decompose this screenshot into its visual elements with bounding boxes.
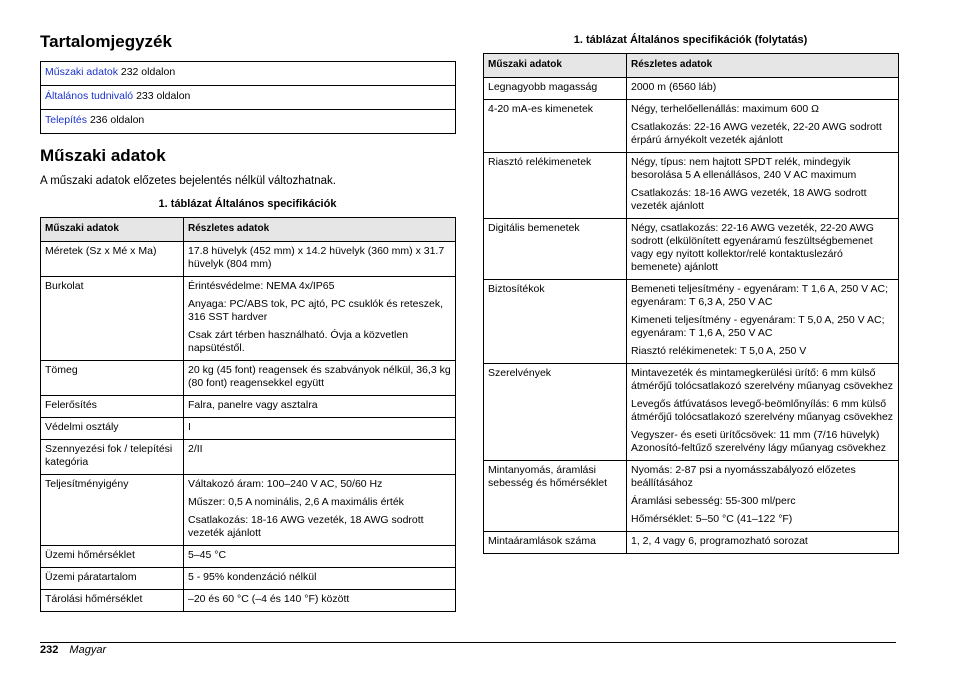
table-row: [41, 568, 456, 590]
spec-name-cell: Szennyezési fok / telepítési kategória: [41, 440, 184, 475]
table-row: [484, 461, 899, 532]
spec-detail-line: Műszer: 0,5 A nominális, 2,6 A maximális érték: [188, 496, 404, 508]
spec-detail-line: Bemeneti teljesítmény - egyenáram: T 1,6 A, 250 V AC; egyenáram: T 6,3 A, 250 V AC: [631, 283, 888, 308]
spec-details-cell: [627, 153, 899, 219]
table1-header-details: Részletes adatok: [184, 218, 456, 242]
table-row: [41, 440, 456, 475]
toc-page-ref: 233 oldalon: [136, 90, 191, 102]
table-row: [484, 280, 899, 364]
spec-detail-line: Riasztó relékimenetek: T 5,0 A, 250 V: [631, 345, 807, 357]
spec-detail-line: Levegős átfúvatásos levegő-beömlőnyílás: 6 mm külső átmérőjű tolócsatlakozó szerelvény műanyag csövekhez: [631, 398, 894, 423]
spec-detail-line: 2000 m (6560 láb): [631, 81, 717, 93]
spec-detail-line: 5 - 95% kondenzáció nélkül: [188, 571, 317, 583]
spec-name-cell: Mintaáramlások száma: [484, 532, 627, 554]
spec-details-cell: [184, 590, 456, 612]
toc-page-ref: 236 oldalon: [89, 114, 145, 126]
spec-details-cell: [184, 546, 456, 568]
spec-name-cell: Üzemi páratartalom: [41, 568, 184, 590]
spec-details-cell: [184, 418, 456, 440]
spec-detail-line: Csatlakozás: 22-16 AWG vezeték, 22-20 AWG sodrott érpárú árnyékolt vezeték ajánlott: [631, 121, 882, 146]
toc-page-ref: 232 oldalon: [120, 66, 176, 78]
spec-detail-line: 1, 2, 4 vagy 6, programozható sorozat: [631, 535, 808, 547]
spec-detail-line: Mintavezeték és mintamegkerülési ürítő: 6 mm külső átmérőjű tolócsatlakozó szerelvény műanyag csövekhez: [631, 367, 894, 392]
table-row: [484, 100, 899, 153]
table-row: [41, 242, 456, 277]
spec-details-cell: [627, 219, 899, 280]
table-row: [484, 153, 899, 219]
table-row: [41, 475, 456, 546]
spec-details-cell: [184, 568, 456, 590]
spec-detail-line: 17.8 hüvelyk (452 mm) x 14.2 hüvelyk (360 mm) x 31.7 hüvelyk (804 mm): [188, 245, 445, 270]
spec-details-cell: [184, 277, 456, 361]
spec-detail-line: 5–45 °C: [188, 549, 227, 561]
spec-name-cell: Burkolat: [41, 277, 184, 361]
spec-name-cell: Védelmi osztály: [41, 418, 184, 440]
spec-detail-line: Csak zárt térben használható. Óvja a közvetlen napsütéstől.: [188, 329, 409, 354]
section-title: Műszaki adatok: [40, 146, 166, 165]
spec-detail-line: Csatlakozás: 18-16 AWG vezeték, 18 AWG sodrott vezeték ajánlott: [631, 187, 867, 212]
spec-name-cell: Üzemi hőmérséklet: [41, 546, 184, 568]
spec-name-cell: Tömeg: [41, 361, 184, 396]
toc-link[interactable]: Általános tudnivaló: [45, 90, 134, 102]
spec-detail-line: 20 kg (45 font) reagensek és szabványok nélkül, 36,3 kg (80 font) reagensekkel együtt: [188, 364, 451, 389]
table2-caption: 1. táblázat Általános specifikációk (folytatás): [573, 34, 808, 46]
spec-name-cell: Biztosítékok: [484, 280, 627, 364]
spec-details-cell: [184, 361, 456, 396]
toc-row: [41, 86, 456, 110]
spec-details-cell: [184, 242, 456, 277]
table1-caption: 1. táblázat Általános specifikációk: [158, 198, 337, 210]
footer-divider: [40, 642, 896, 643]
spec-detail-line: Négy, terhelőellenállás: maximum 600 Ω: [631, 103, 819, 115]
spec-detail-line: 2/II: [188, 443, 203, 455]
table-row: [484, 219, 899, 280]
spec-detail-line: Négy, típus: nem hajtott SPDT relék, mindegyik besorolása 5 A ellenállásos, 240 V AC maximum: [631, 156, 857, 181]
spec-detail-line: –20 és 60 °C (–4 és 140 °F) között: [188, 593, 350, 605]
table-row: [484, 532, 899, 554]
spec-detail-line: Hőmérséklet: 5–50 °C (41–122 °F): [631, 513, 793, 525]
toc-row: [41, 110, 456, 134]
spec-details-cell: [627, 461, 899, 532]
spec-name-cell: Digitális bemenetek: [484, 219, 627, 280]
spec-details-cell: [184, 475, 456, 546]
table-row: [41, 590, 456, 612]
spec-details-cell: [627, 280, 899, 364]
spec-detail-line: Négy, csatlakozás: 22-16 AWG vezeték, 22-20 AWG sodrott (elkülönített egyenáramú feszültségbemenet vagy egy nyitott kollektor/relé kontaktuslezáró bemenete) ajánlott: [631, 222, 874, 273]
table2: [483, 53, 899, 554]
section-intro: A műszaki adatok előzetes bejelentés nélkül változhatnak.: [40, 175, 336, 187]
toc-entry: [41, 110, 456, 134]
table-row: [484, 78, 899, 100]
spec-details-cell: [627, 78, 899, 100]
spec-detail-line: Áramlási sebesség: 55-300 ml/perc: [631, 495, 796, 507]
toc-link[interactable]: Telepítés: [45, 114, 88, 126]
spec-name-cell: Tárolási hőmérséklet: [41, 590, 184, 612]
spec-detail-line: Váltakozó áram: 100–240 V AC, 50/60 Hz: [188, 478, 383, 490]
table-row: [41, 418, 456, 440]
spec-detail-line: Anyaga: PC/ABS tok, PC ajtó, PC csuklók és reteszek, 316 SST hardver: [188, 298, 444, 323]
page-number: 232: [40, 644, 59, 656]
spec-details-cell: [627, 364, 899, 461]
spec-detail-line: Csatlakozás: 18-16 AWG vezeték, 18 AWG sodrott vezeték ajánlott: [188, 514, 424, 539]
toc-link[interactable]: Műszaki adatok: [45, 66, 118, 78]
spec-detail-line: I: [188, 421, 191, 433]
spec-name-cell: 4-20 mA-es kimenetek: [484, 100, 627, 153]
spec-name-cell: Mintanyomás, áramlási sebesség és hőmérséklet: [484, 461, 627, 532]
spec-name-cell: Szerelvények: [484, 364, 627, 461]
table-row: [41, 546, 456, 568]
toc-table: [40, 61, 456, 134]
spec-detail-line: Nyomás: 2-87 psi a nyomásszabályozó előzetes beállításához: [631, 464, 856, 489]
table2-header-row: [484, 54, 899, 78]
spec-name-cell: Méretek (Sz x Mé x Ma): [41, 242, 184, 277]
table-row: [484, 364, 899, 461]
table1: [40, 217, 456, 612]
table1-header-spec: Műszaki adatok: [41, 218, 184, 242]
table-row: [41, 396, 456, 418]
table2-header-spec: Műszaki adatok: [484, 54, 627, 78]
spec-details-cell: [184, 440, 456, 475]
spec-detail-line: Érintésvédelme: NEMA 4x/IP65: [188, 280, 335, 292]
spec-name-cell: Legnagyobb magasság: [484, 78, 627, 100]
spec-details-cell: [184, 396, 456, 418]
table-row: [41, 361, 456, 396]
spec-detail-line: Falra, panelre vagy asztalra: [188, 399, 318, 411]
spec-name-cell: Felerősítés: [41, 396, 184, 418]
table1-header-row: [41, 218, 456, 242]
toc-entry: [41, 62, 456, 86]
spec-name-cell: Riasztó relékimenetek: [484, 153, 627, 219]
spec-name-cell: Teljesítményigény: [41, 475, 184, 546]
toc-title: Tartalomjegyzék: [40, 32, 172, 51]
spec-detail-line: Vegyszer- és eseti ürítőcsövek: 11 mm (7/16 hüvelyk) Azonosító-feltűző szerelvény lágy műanyag csövekhez: [631, 429, 887, 454]
table-row: [41, 277, 456, 361]
toc-row: [41, 62, 456, 86]
toc-entry: [41, 86, 456, 110]
spec-detail-line: Kimeneti teljesítmény - egyenáram: T 5,0 A, 250 V AC; egyenáram: T 1,6 A, 250 V AC: [631, 314, 885, 339]
spec-details-cell: [627, 100, 899, 153]
page-footer: [40, 644, 106, 656]
table2-header-details: Részletes adatok: [627, 54, 899, 78]
spec-details-cell: [627, 532, 899, 554]
footer-language: Magyar: [69, 644, 107, 656]
